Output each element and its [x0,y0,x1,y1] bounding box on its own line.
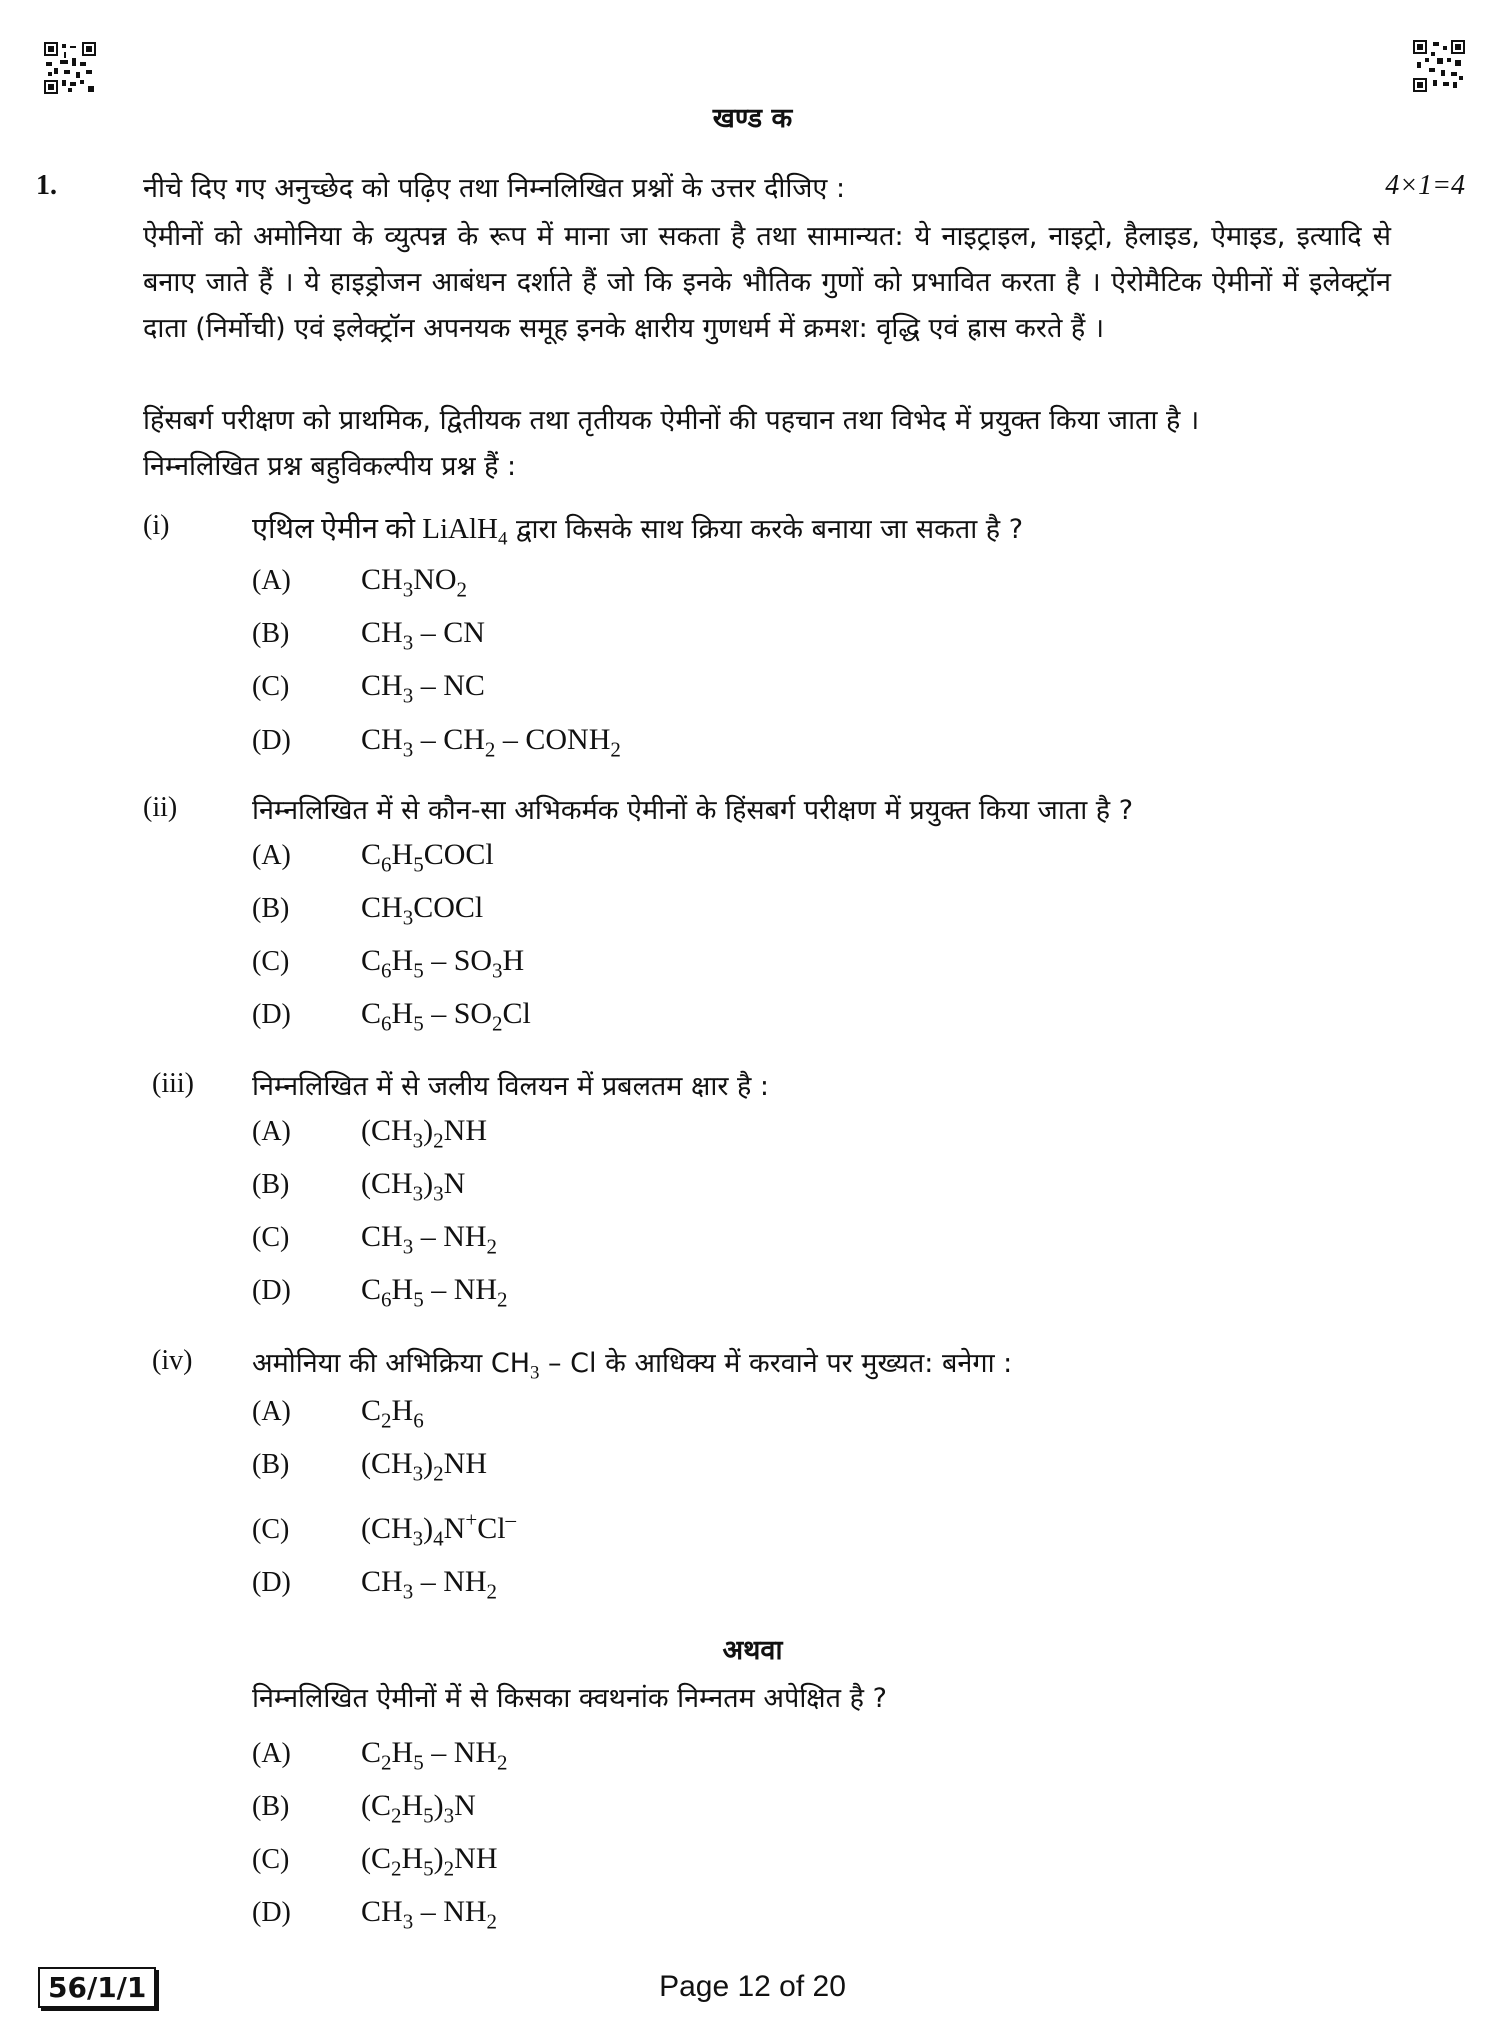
option-label: (D) [252,725,291,756]
option-label: (D) [252,1897,291,1928]
option-label: (A) [252,565,291,596]
option-formula: $(CH_3)_2NH$ [361,1114,488,1153]
option-formula: $CH_3$ – CN [361,616,485,655]
option-formula: $CH_3 - CH_2$ – $CONH_2$ [361,723,621,762]
option-formula: $(CH_3)_3N$ [361,1167,466,1206]
option-label: (C) [252,671,290,702]
option-label: (C) [252,1514,290,1545]
sub-question-label: (i) [143,510,170,541]
passage-paragraph-1: ऐमीनों को अमोनिया के व्युत्पन्न के रूप में माना जा सकता है तथा सामान्यत: ये नाइट्राइल, नाइट्रो, हैलाइड, ऐमाइड, इत्यादि से बनाए जाते हैं । ये हाइड्रोजन आबंधन दर्शाते हैं जो कि इनके भौतिक गुणों को प्रभावित करता है । ऐरोमैटिक ऐमीनों में इलेक्ट्रॉन दाता (निर्मोची) एवं इलेक्ट्रॉन अपनयक समूह इनके क्षारीय गुणधर्म में क्रमश: वृद्धि एवं ह्रास करते हैं । [143,221,1391,344]
page-number: Page 12 of 20 [659,1970,846,2003]
sub-question-text-after: – Cl के आधिक्य में करवाने पर मुख्यत: बनेगा : [539,1348,1013,1379]
sub-question-text-subscript: 3 [530,1362,540,1384]
option-formula: $C_6H_5COCl$ [361,838,494,877]
option-formula: $(CH_3)_2NH$ [361,1447,488,1486]
option-label: (D) [252,1567,291,1598]
option-formula: $CH_3 - NH_2$ [361,1565,498,1604]
question-marks: 4×1=4 [1385,170,1465,201]
mcq-note: निम्नलिखित प्रश्न बहुविकल्पीय प्रश्न हैं : [143,451,517,482]
sub-question-text-before: अमोनिया की अभिक्रिया CH [252,1348,531,1379]
option-formula: $C_2H_6$ [361,1394,424,1433]
question-number: 1. [36,170,57,201]
option-label: (B) [252,1169,290,1200]
sub-question-label: (iv) [152,1345,193,1376]
sub-question-text-subscript: 4 [497,528,508,550]
option-label: (B) [252,1791,290,1822]
qr-code-icon [44,42,96,94]
option-formula: $C_6H_5 - NH_2$ [361,1273,508,1312]
option-label: (D) [252,999,291,1030]
option-label: (B) [252,618,290,649]
or-heading: अथवा [722,1635,783,1666]
option-label: (A) [252,1116,291,1147]
paper-code: 56/1/1 [38,1967,156,2008]
sub-question-text-after: द्वारा किसके साथ क्रिया करके बनाया जा सकता है ? [507,514,1024,545]
sub-question-text [252,508,1024,550]
option-label: (C) [252,1222,290,1253]
option-label: (C) [252,946,290,977]
option-formula: $CH_3 - NH_2$ [361,1895,498,1934]
option-formula: $CH_3$ – NC [361,669,485,708]
option-formula: $(C_2H_5)_2NH$ [361,1842,498,1881]
passage-paragraph-2: हिंसबर्ग परीक्षण को प्राथमिक, द्वितीयक तथा तृतीयक ऐमीनों की पहचान तथा विभेद में प्रयुक्त किया जाता है । [143,405,1200,436]
or-question-text: निम्नलिखित ऐमीनों में से किसका क्वथनांक निम्नतम अपेक्षित है ? [252,1683,887,1714]
option-formula: $CH_3 - NH_2$ [361,1220,498,1259]
sub-question-text: निम्नलिखित में से जलीय विलयन में प्रबलतम क्षार है : [252,1071,770,1102]
option-label: (B) [252,893,290,924]
sub-question-text-before: एथिल ऐमीन को LiAlH [252,513,498,545]
option-formula: $C_2H_5 - NH_2$ [361,1736,508,1775]
option-formula: $(C_2H_5)_3N$ [361,1789,476,1828]
option-label: (C) [252,1844,290,1875]
option-label: (A) [252,1738,291,1769]
option-label: (A) [252,840,291,871]
option-formula: $CH_3NO_2$ [361,563,468,602]
question-instruction: नीचे दिए गए अनुच्छेद को पढ़िए तथा निम्नलिखित प्रश्नों के उत्तर दीजिए : [143,173,846,204]
sub-question-text: निम्नलिखित में से कौन-सा अभिकर्मक ऐमीनों के हिंसबर्ग परीक्षण में प्रयुक्त किया जाता है ? [252,795,1134,826]
option-formula: $CH_3COCl$ [361,891,484,930]
section-title: खण्ड क [712,103,793,134]
option-formula: $(CH_3)_4N^+Cl^-$ [361,1507,517,1551]
option-label: (B) [252,1449,290,1480]
option-formula: $C_6H_5 - SO_2Cl$ [361,997,531,1036]
option-label: (A) [252,1396,291,1427]
sub-question-label: (ii) [143,792,178,823]
qr-code-icon [1413,40,1465,92]
option-label: (D) [252,1275,291,1306]
sub-question-label: (iii) [152,1068,194,1099]
option-formula: $C_6H_5 - SO_3H$ [361,944,525,983]
sub-question-text [252,1343,1013,1384]
